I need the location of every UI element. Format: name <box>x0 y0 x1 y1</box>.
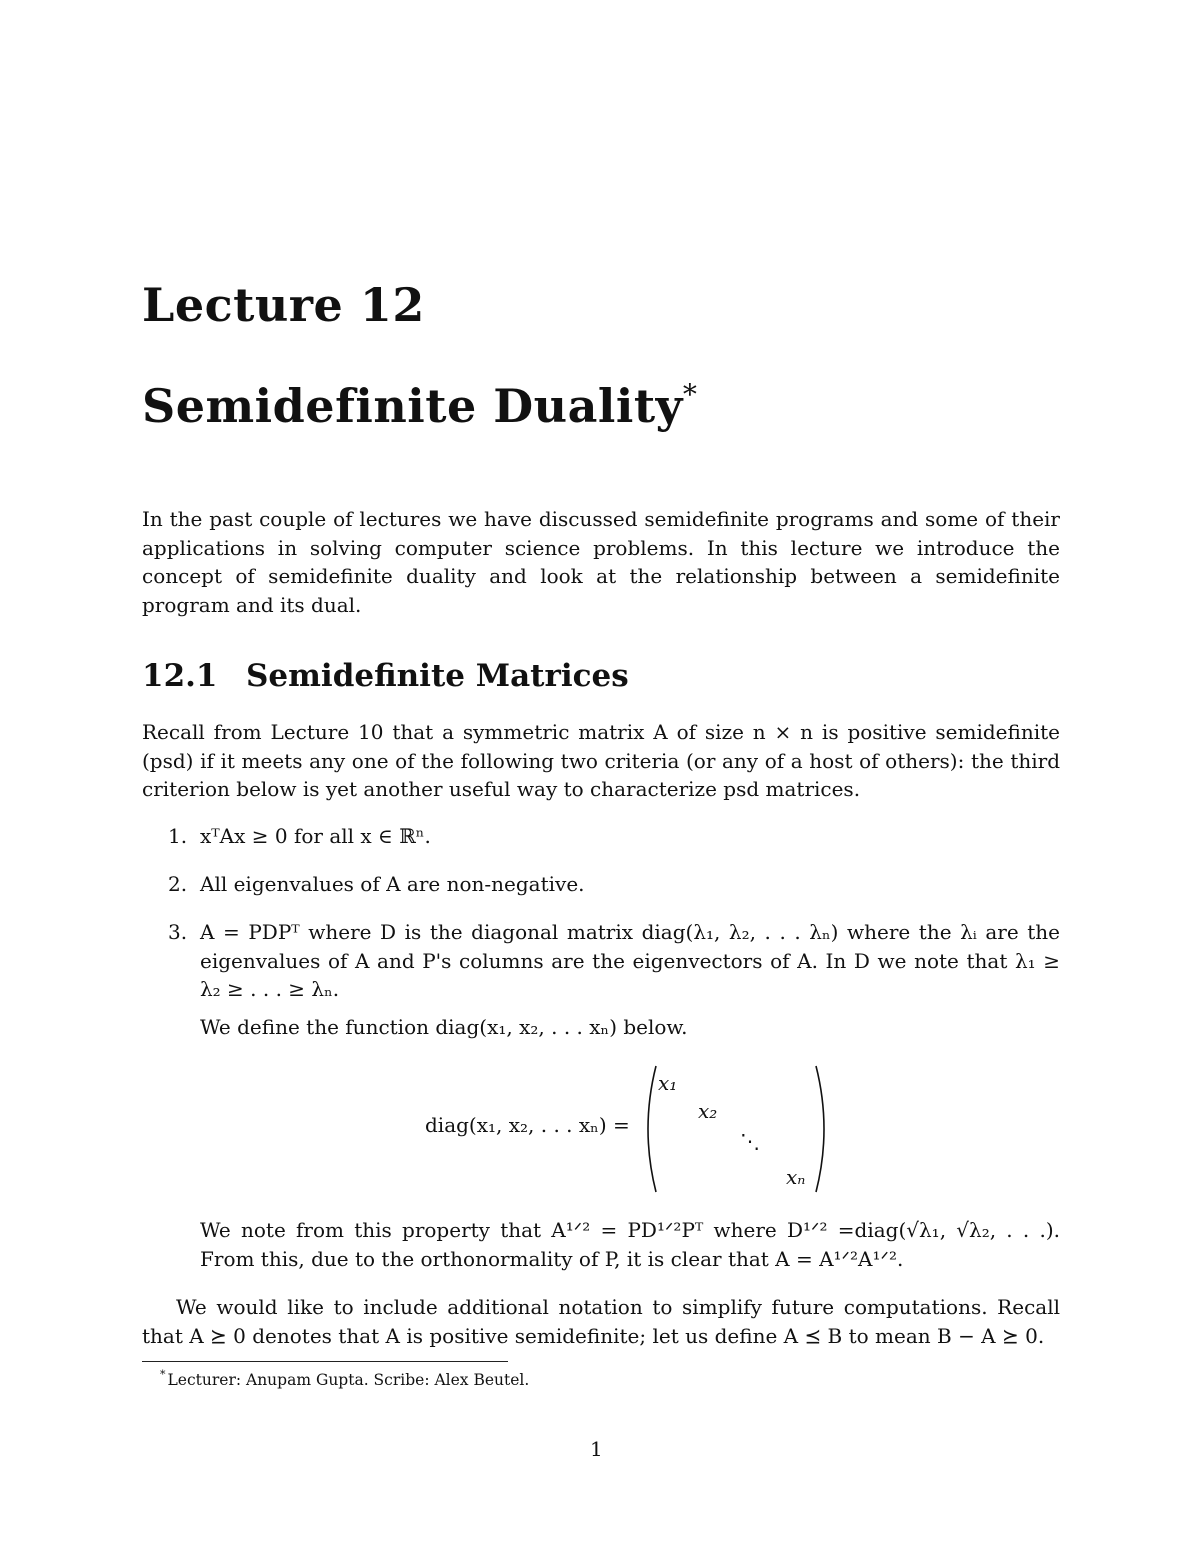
matrix-entry: xₙ <box>786 1165 806 1189</box>
criterion-number: 2. <box>168 872 188 896</box>
diag-matrix <box>640 1062 840 1197</box>
section-number: 12.1 <box>142 658 218 694</box>
matrix-left-paren <box>648 1066 656 1192</box>
footnote <box>160 1368 529 1389</box>
matrix-entry: ⋱ <box>740 1129 760 1153</box>
criterion-text: xᵀAx ≥ 0 for all x ∈ ℝⁿ. <box>200 824 431 848</box>
criterion-item <box>168 870 1060 899</box>
notation-paragraph: We would like to include additional notation to simplify future computations. Recall that A ⪰ 0 denotes that A is positive semidefinite; let us define A ⪯ B to mean B − A ⪰ 0. <box>142 1295 1060 1348</box>
title-text: Semidefinite Duality <box>142 379 683 433</box>
criterion-item <box>168 918 1060 1004</box>
footnote-text: Lecturer: Anupam Gupta. Scribe: Alex Beutel. <box>167 1371 530 1389</box>
criterion-number: 3. <box>168 920 188 944</box>
lecture-label: Lecture 12 <box>142 278 425 332</box>
footnote-mark: * <box>160 1368 166 1381</box>
criterion-text: A = PDPᵀ where D is the diagonal matrix diag(λ₁, λ₂, . . . λₙ) where the λᵢ are the eigenvalues of A and P's columns are the eigenvectors of A. In D we note that λ₁ ≥ λ₂ ≥ . . . ≥ λₙ. <box>200 920 1060 1001</box>
title-footnote-mark: * <box>682 378 698 411</box>
note-paragraph: We note from this property that A¹ᐟ² = PD¹ᐟ²Pᵀ where D¹ᐟ² =diag(√λ₁, √λ₂, . . .). From this, due to the orthonormality of P, it is clear that A = A¹ᐟ²A¹ᐟ². <box>200 1218 1060 1271</box>
equation-lhs: diag(x₁, x₂, . . . xₙ) = <box>425 1113 630 1137</box>
footnote-divider <box>142 1361 508 1362</box>
matrix-right-paren <box>816 1066 824 1192</box>
intro-paragraph: In the past couple of lectures we have discussed semidefinite programs and some of their applications in solving computer science problems. In this lecture we introduce the concept of semidefinite duality and look at the relationship between a semidefinite program and its dual. <box>142 507 1060 617</box>
page-number: 1 <box>590 1437 603 1461</box>
define-line: We define the function diag(x₁, x₂, . . . xₙ) below. <box>200 1015 688 1039</box>
recall-paragraph: Recall from Lecture 10 that a symmetric matrix A of size n × n is positive semidefinite (psd) if it meets any one of the following two criteria (or any of a host of others): the third criterion below is yet another useful way to characterize psd matrices. <box>142 720 1060 801</box>
matrix-entry: x₂ <box>698 1099 718 1123</box>
section-heading <box>142 658 629 694</box>
page-title <box>142 378 697 433</box>
criterion-text: All eigenvalues of A are non-negative. <box>200 872 585 896</box>
matrix-entry: x₁ <box>658 1071 678 1095</box>
criterion-item <box>168 822 1060 851</box>
section-title: Semidefinite Matrices <box>246 658 629 694</box>
criterion-number: 1. <box>168 824 188 848</box>
